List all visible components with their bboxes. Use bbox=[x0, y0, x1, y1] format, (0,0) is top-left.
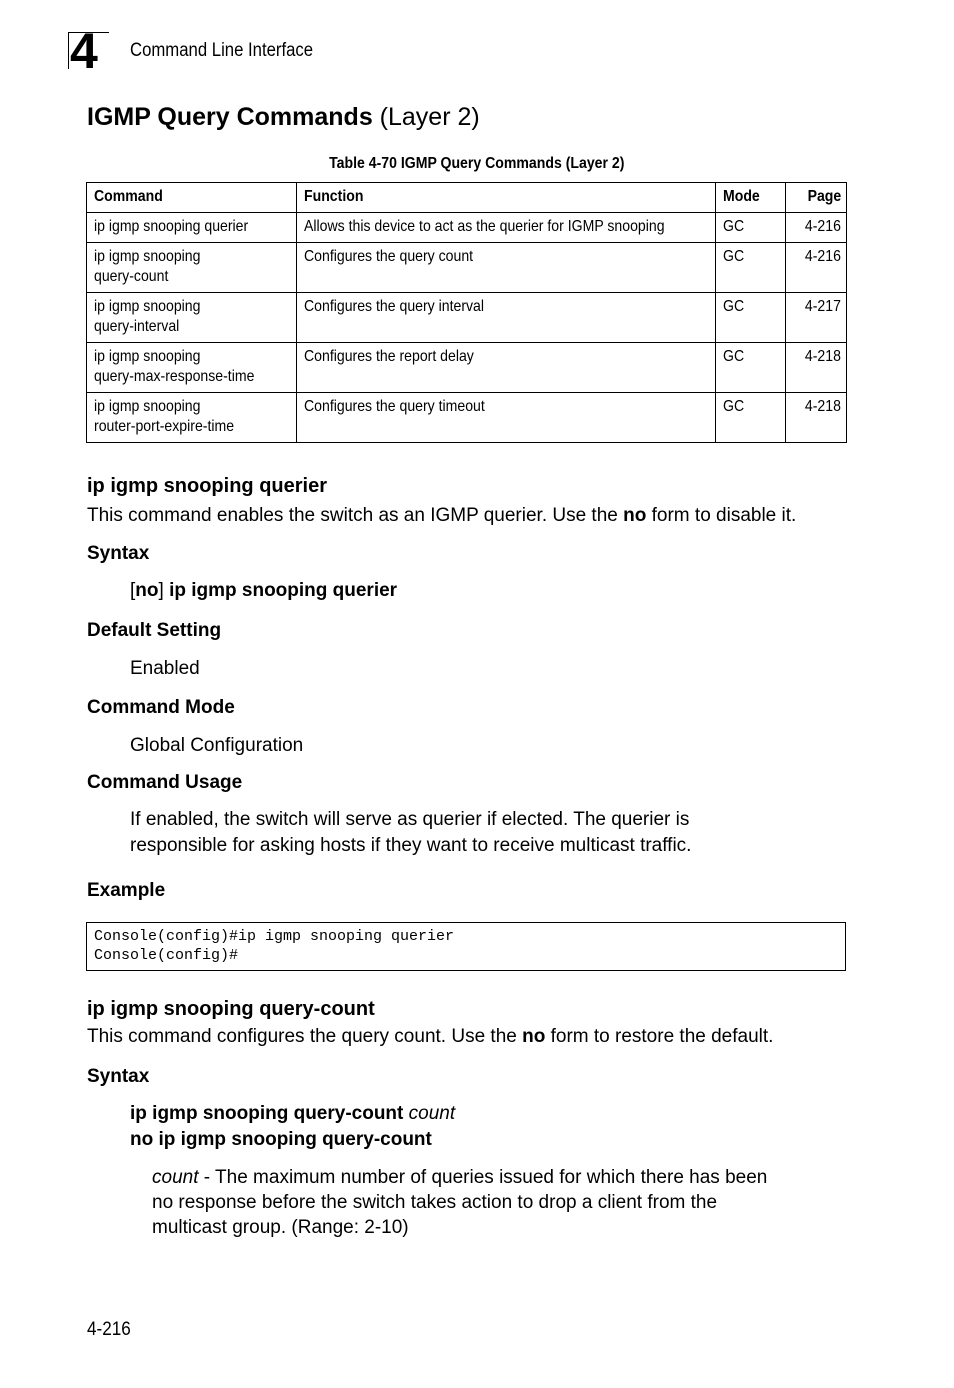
cell-command: ip igmp snooping router-port-expire-time bbox=[87, 393, 297, 443]
querier-heading: ip igmp snooping querier bbox=[87, 475, 327, 497]
query-count-description: This command configures the query count. Use the no form to restore the default. bbox=[87, 1026, 774, 1047]
cell-page: 4-216 bbox=[786, 243, 847, 293]
cell-mode: GC bbox=[716, 293, 786, 343]
cell-page: 4-218 bbox=[786, 343, 847, 393]
page-number: 4-216 bbox=[87, 1319, 131, 1340]
column-header-function: Function bbox=[297, 183, 716, 213]
query-count-heading: ip igmp snooping query-count bbox=[87, 998, 375, 1020]
section-title-bold: IGMP Query Commands bbox=[87, 103, 373, 131]
example-heading: Example bbox=[87, 880, 166, 901]
cell-command: ip igmp snooping query-count bbox=[87, 243, 297, 293]
cell-command: ip igmp snooping query-interval bbox=[87, 293, 297, 343]
cell-mode: GC bbox=[716, 213, 786, 243]
table-caption: Table 4-70 IGMP Query Commands (Layer 2) bbox=[329, 155, 625, 172]
cell-page: 4-217 bbox=[786, 293, 847, 343]
param-description-line: count - The maximum number of queries issued for which there has been bbox=[152, 1167, 768, 1188]
cell-mode: GC bbox=[716, 243, 786, 293]
command-mode-heading: Command Mode bbox=[87, 697, 235, 718]
table-row bbox=[87, 213, 847, 243]
chapter-number: 4 bbox=[70, 23, 98, 79]
default-setting-value: Enabled bbox=[130, 658, 200, 679]
query-count-syntax-line: ip igmp snooping query-count count bbox=[130, 1103, 456, 1124]
section-title bbox=[87, 102, 480, 132]
default-setting-heading: Default Setting bbox=[87, 620, 222, 641]
cell-mode: GC bbox=[716, 393, 786, 443]
command-usage-heading: Command Usage bbox=[87, 772, 243, 793]
querier-syntax-heading: Syntax bbox=[87, 543, 150, 564]
table-row bbox=[87, 243, 847, 293]
table-row bbox=[87, 393, 847, 443]
command-mode-value: Global Configuration bbox=[130, 735, 304, 756]
cell-mode: GC bbox=[716, 343, 786, 393]
param-description-line: multicast group. (Range: 2-10) bbox=[152, 1217, 409, 1238]
cell-page: 4-218 bbox=[786, 393, 847, 443]
table-header-row bbox=[87, 183, 847, 213]
querier-syntax: [no] ip igmp snooping querier bbox=[130, 580, 398, 601]
table-row bbox=[87, 293, 847, 343]
cell-function: Configures the query timeout bbox=[297, 393, 716, 443]
code-line: Console(config)#ip igmp snooping querier bbox=[94, 928, 455, 945]
query-count-syntax-line: no ip igmp snooping query-count bbox=[130, 1129, 432, 1150]
querier-description: This command enables the switch as an IGMP querier. Use the no form to disable it. bbox=[87, 505, 797, 526]
cell-page: 4-216 bbox=[786, 213, 847, 243]
command-usage-line: If enabled, the switch will serve as querier if elected. The querier is bbox=[130, 809, 690, 830]
cell-function: Configures the report delay bbox=[297, 343, 716, 393]
chapter-title: Command Line Interface bbox=[130, 40, 314, 61]
query-count-syntax-heading: Syntax bbox=[87, 1066, 150, 1087]
code-line: Console(config)# bbox=[94, 947, 239, 964]
cell-function: Configures the query interval bbox=[297, 293, 716, 343]
table-row bbox=[87, 343, 847, 393]
igmp-query-commands-table bbox=[86, 182, 847, 443]
cell-command: ip igmp snooping query-max-response-time bbox=[87, 343, 297, 393]
param-description-line: no response before the switch takes action to drop a client from the bbox=[152, 1192, 718, 1213]
column-header-command: Command bbox=[87, 183, 297, 213]
command-usage-line: responsible for asking hosts if they want to receive multicast traffic. bbox=[130, 835, 692, 856]
column-header-page: Page bbox=[786, 183, 847, 213]
cell-command: ip igmp snooping querier bbox=[87, 213, 297, 243]
cell-function: Allows this device to act as the querier for IGMP snooping bbox=[297, 213, 716, 243]
column-header-mode: Mode bbox=[716, 183, 786, 213]
cell-function: Configures the query count bbox=[297, 243, 716, 293]
section-title-suffix: (Layer 2) bbox=[372, 103, 480, 131]
